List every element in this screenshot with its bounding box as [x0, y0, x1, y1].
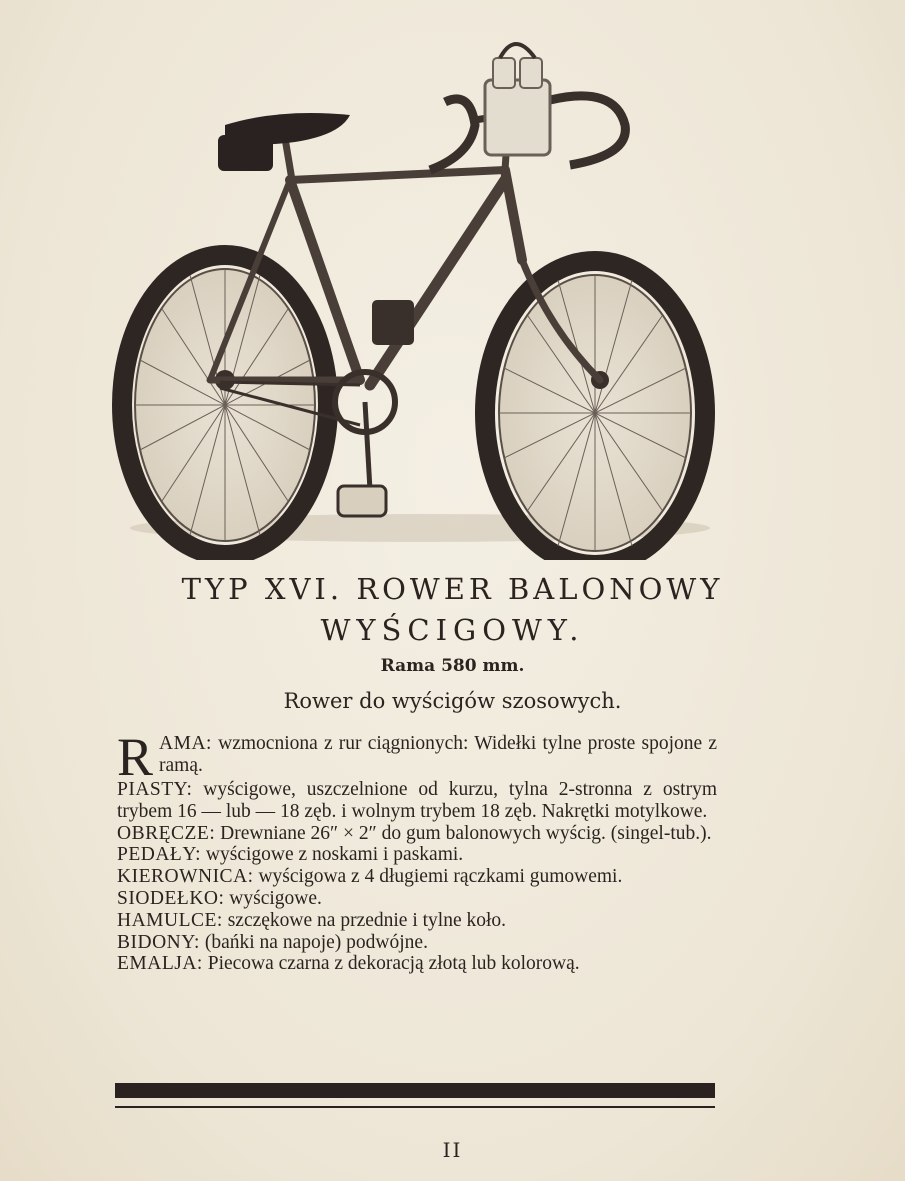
spec-text: Piecowa czarna z dekoracją złotą lub kolorową. — [207, 953, 580, 975]
spec-obrecze — [117, 823, 717, 845]
spec-text: wyścigowe. — [229, 887, 322, 909]
spec-label: AMA: — [159, 733, 212, 754]
page-number: II — [442, 1138, 463, 1162]
spec-label: KIEROWNICA: — [117, 866, 254, 888]
spec-hamulce — [117, 910, 717, 932]
subtitle: Rower do wyścigów szosowych. — [283, 689, 622, 713]
spec-label: SIODEŁKO: — [117, 887, 225, 909]
drop-cap: R — [117, 727, 154, 787]
title-line-1: TYP XVI. ROWER BALONOWY — [181, 572, 724, 606]
spec-label: BIDONY: — [117, 931, 200, 953]
spec-rama — [117, 727, 717, 787]
divider-thin — [115, 1106, 715, 1108]
bicycle-illustration — [110, 30, 730, 560]
handlebar — [430, 99, 475, 170]
spec-piasty — [117, 779, 717, 823]
divider-thick — [115, 1083, 715, 1098]
water-bottles — [485, 44, 550, 155]
title-line-2: WYŚCIGOWY. — [320, 613, 585, 647]
spec-label: HAMULCE: — [117, 909, 223, 931]
spec-label: OBRĘCZE: — [117, 822, 216, 844]
front-wheel — [485, 261, 705, 560]
spec-kierownica — [117, 866, 717, 888]
spec-siodelko — [117, 888, 717, 910]
frame-size: Rama 580 mm. — [380, 656, 525, 676]
spec-label: PIASTY: — [117, 779, 193, 800]
spec-list — [117, 727, 718, 975]
spec-text: wyścigowa z 4 długiemi rączkami gumowemi. — [258, 866, 623, 888]
spec-text: (bańki na napoje) podwójne. — [204, 931, 428, 953]
spec-label: EMALJA: — [117, 953, 203, 975]
spec-bidony — [117, 932, 717, 954]
spec-label: PEDAŁY: — [117, 844, 202, 866]
pedal — [338, 486, 386, 516]
spec-pedaly — [117, 844, 717, 866]
spec-text: szczękowe na przednie i tylne koło. — [227, 909, 507, 931]
spec-text: wyścigowe, uszczelnione od kurzu, tylna 2-stronna z ostrym trybem 16 — lub — 18 zęb. i wolnym trybem 18 zęb. Nakrętki motylkowe. — [117, 779, 718, 822]
rear-wheel — [122, 255, 328, 555]
spec-text: Drewniane 26″ × 2″ do gum balonowych wyścig. (singel-tub.). — [220, 822, 712, 844]
tool-bag — [372, 300, 414, 345]
spec-text: wyścigowe z noskami i paskami. — [205, 844, 464, 866]
spec-emalja — [117, 953, 717, 975]
spec-text: wzmocniona z rur ciągnionych: Widełki tylne proste spojone z ramą. — [159, 733, 717, 776]
